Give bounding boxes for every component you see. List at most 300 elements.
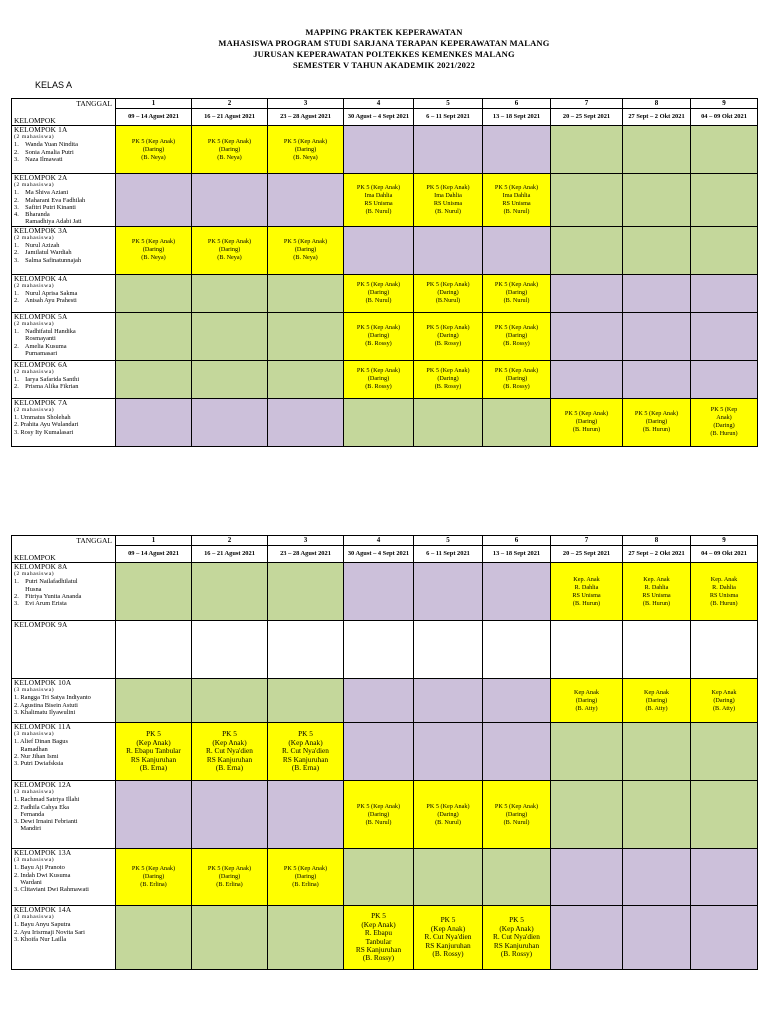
table-row: [12, 723, 758, 781]
schedule-text: PK 5 (Kep Anak): [356, 802, 401, 810]
group-cell: [12, 906, 116, 970]
schedule-cell: [116, 563, 192, 621]
schedule-text: (B. Nurul): [365, 207, 392, 215]
schedule-cell: [623, 226, 691, 274]
group-count: (2 mahasiswa): [14, 571, 55, 577]
schedule-cell: [551, 274, 623, 312]
schedule-text: (Daring): [645, 696, 668, 704]
group-cell: [12, 563, 116, 621]
schedule-text: R. Cut Nya'dien: [282, 746, 329, 756]
week-number: 8: [623, 536, 691, 546]
table-row: [12, 174, 758, 227]
schedule-text: (Daring): [713, 422, 735, 430]
schedule-cell: [414, 312, 483, 360]
schedule-cell: [483, 312, 551, 360]
schedule-cell: [268, 126, 344, 174]
group-member: 2. Fitriya Yunita Ananda: [14, 592, 82, 600]
week-number: 8: [623, 99, 691, 109]
kelompok-label: KELOMPOK: [14, 116, 56, 125]
schedule-text: PK 5 (Kep Anak): [283, 238, 328, 246]
schedule-cell: [691, 274, 758, 312]
group-member: 1. Ummatus Sholehah: [14, 414, 71, 422]
schedule-cell: [623, 621, 691, 679]
schedule-text: (B. Rossy): [432, 949, 464, 959]
schedule-text: (Daring): [367, 375, 390, 383]
schedule-cell: [623, 274, 691, 312]
schedule-cell: [691, 226, 758, 274]
schedule-text: PK 5 (Kep Anak): [283, 137, 328, 145]
week-number: 7: [551, 536, 623, 546]
schedule-cell: [483, 849, 551, 906]
schedule-cell: [344, 274, 414, 312]
group-member: 2. Jamilatul Wardiah: [14, 249, 72, 257]
schedule-text: R. Cut Nya'dien: [206, 746, 253, 756]
schedule-text: (B. Nurul): [435, 207, 461, 215]
group-member: 3. Khalimatu Ilyawulini: [14, 708, 76, 716]
schedule-cell: [268, 226, 344, 274]
schedule-text: (Daring): [713, 696, 735, 704]
table-row: [12, 312, 758, 360]
group-member: 2. Prahita Ayu Wulandari: [14, 421, 79, 429]
schedule-text: (Daring): [437, 375, 459, 383]
schedule-text: (B. Erna): [291, 763, 320, 773]
week-date: 04 – 09 Okt 2021: [691, 109, 758, 126]
group-member: 2. Maharani Eva Fadhilah: [14, 196, 86, 204]
schedule-cell: [192, 563, 268, 621]
kelompok-label: KELOMPOK: [14, 553, 56, 562]
group-member: 2. Nur Jihan Ismi: [14, 752, 59, 760]
group-count: (3 mahasiswa): [14, 914, 55, 920]
schedule-cell: [691, 563, 758, 621]
schedule-text: (B. Hurun): [710, 599, 738, 607]
schedule-text: PK 5 (Kep Anak): [283, 865, 328, 872]
schedule-cell: [268, 679, 344, 723]
week-number: 2: [192, 99, 268, 109]
schedule-cell: [551, 906, 623, 970]
group-cell: [12, 312, 116, 360]
schedule-cell: [414, 226, 483, 274]
schedule-cell: [623, 849, 691, 906]
schedule-text: Kep Anak: [644, 688, 669, 696]
group-member: 1. Ma Shiva Aziani: [14, 189, 69, 197]
schedule-cell: [414, 723, 483, 781]
table-row: [12, 226, 758, 274]
schedule-cell: [344, 849, 414, 906]
group-cell: [12, 398, 116, 446]
schedule-text: (Daring): [505, 810, 528, 818]
week-date: 16 – 21 Agust 2021: [192, 109, 268, 126]
group-member: Ramadhan: [14, 745, 48, 753]
group-member: 3. Clitaviani Dwi Rahmawati: [14, 886, 89, 894]
schedule-text: (B. Rossy): [365, 340, 392, 348]
week-number: 2: [192, 536, 268, 546]
schedule-cell: [116, 723, 192, 781]
schedule-text: (Daring): [367, 332, 390, 340]
schedule-cell: [551, 621, 623, 679]
schedule-text: (B. Erlina): [292, 881, 319, 888]
group-member: Husna: [14, 585, 42, 593]
schedule-text: Ima Dahlia: [434, 191, 462, 199]
group-member: 3. Naza Ilmawati: [14, 155, 63, 163]
schedule-text: (Daring): [367, 289, 390, 297]
schedule-text: PK 5 (Kep Anak): [426, 183, 470, 191]
schedule-text: PK 5 (Kep Anak): [131, 238, 176, 246]
group-member: 1. Wanda Yuan Nindita: [14, 141, 78, 149]
schedule-text: (Daring): [218, 246, 241, 254]
schedule-text: (B.Nurul): [435, 297, 461, 305]
schedule-text: (B. Hurun): [572, 599, 601, 607]
group-member: Fernanda: [14, 810, 45, 818]
schedule-cell: [414, 174, 483, 227]
schedule-cell: [116, 274, 192, 312]
schedule-cell: [344, 360, 414, 398]
schedule-text: (B. Neya): [141, 254, 166, 262]
schedule-cell: [268, 274, 344, 312]
schedule-cell: [268, 312, 344, 360]
schedule-text: (B. Atty): [645, 704, 668, 712]
group-name: KELOMPOK 9A: [14, 620, 68, 629]
group-name: KELOMPOK 11A: [14, 722, 72, 731]
week-number: 9: [691, 536, 758, 546]
schedule-cell: [551, 226, 623, 274]
group-name: KELOMPOK 7A: [14, 398, 68, 407]
group-member: 3. Rosy Ity Kumalasari: [14, 428, 74, 436]
schedule-text: Anak): [716, 414, 732, 422]
schedule-text: PK 5 (Kep: [710, 406, 738, 414]
schedule-text: Tanbular: [365, 936, 392, 946]
table-row: [12, 906, 758, 970]
schedule-text: (B. Atty): [713, 704, 735, 712]
schedule-text: (Daring): [645, 418, 668, 426]
group-member: 1. Nadhifatul Handika: [14, 328, 76, 336]
schedule-cell: [691, 398, 758, 446]
schedule-text: (Daring): [505, 375, 528, 383]
doc-title-line-1: MAPPING PRAKTEK KEPERAWATAN: [305, 27, 463, 37]
schedule-cell: [414, 563, 483, 621]
group-member: 2. Indah Dwi Kusuma: [14, 871, 71, 879]
schedule-text: Kep. Anak: [573, 575, 600, 583]
schedule-cell: [344, 621, 414, 679]
group-member: 1. Rangga Tri Satya Indiyanto: [14, 694, 91, 702]
schedule-cell: [268, 398, 344, 446]
schedule-text: (B. Erlina): [216, 881, 243, 888]
schedule-cell: [344, 906, 414, 970]
group-member: 3. Safitri Putri Kinanti: [14, 203, 76, 211]
schedule-cell: [192, 360, 268, 398]
schedule-cell: [483, 274, 551, 312]
schedule-text: (Daring): [437, 289, 459, 297]
group-member: 2. Prisma Alika Fikrian: [14, 383, 79, 391]
schedule-text: PK 5 (Kep Anak): [494, 367, 539, 375]
schedule-cell: [483, 781, 551, 849]
week-number: 1: [116, 536, 192, 546]
group-count: (3 mahasiswa): [14, 857, 55, 863]
schedule-cell: [414, 621, 483, 679]
week-number: 4: [344, 536, 414, 546]
schedule-cell: [551, 563, 623, 621]
group-member: 1. Iarya Safarida Santhi: [14, 376, 80, 384]
schedule-text: PK 5 (Kep Anak): [207, 865, 252, 872]
schedule-text: PK 5: [440, 915, 456, 925]
schedule-text: (Kep Anak): [136, 737, 171, 747]
schedule-cell: [116, 226, 192, 274]
week-date: 20 – 25 Sept 2021: [551, 546, 623, 563]
week-number: 5: [414, 536, 483, 546]
table-row: [12, 781, 758, 849]
group-member: 1. Nurul Azizah: [14, 242, 60, 250]
schedule-cell: [691, 126, 758, 174]
schedule-text: R. Cut Nya'dien: [493, 932, 540, 942]
schedule-cell: [192, 849, 268, 906]
group-member: Rosmayanti: [14, 335, 56, 343]
schedule-cell: [414, 126, 483, 174]
schedule-cell: [268, 906, 344, 970]
schedule-cell: [414, 398, 483, 446]
group-count: (3 mahasiswa): [14, 687, 55, 693]
schedule-cell: [483, 398, 551, 446]
schedule-cell: [192, 312, 268, 360]
schedule-cell: [192, 906, 268, 970]
schedule-text: (B. Neya): [141, 153, 166, 161]
schedule-cell: [192, 398, 268, 446]
schedule-cell: [623, 781, 691, 849]
doc-title-line-2: MAHASISWA PROGRAM STUDI SARJANA TERAPAN KEPERAWATAN MALANG: [218, 38, 550, 48]
schedule-text: PK 5 (Kep Anak): [494, 281, 539, 289]
group-count: (2 mahasiswa): [14, 320, 55, 327]
schedule-text: R. Cut Nya'dien: [424, 932, 472, 942]
schedule-cell: [414, 679, 483, 723]
group-name: KELOMPOK 1A: [14, 125, 68, 134]
schedule-text: PK 5 (Kep Anak): [426, 324, 470, 332]
week-date: 13 – 18 Sept 2021: [483, 546, 551, 563]
schedule-text: (Kep Anak): [430, 923, 466, 933]
schedule-cell: [691, 906, 758, 970]
schedule-text: PK 5 (Kep Anak): [426, 367, 470, 375]
week-number: 7: [551, 99, 623, 109]
schedule-text: (Daring): [294, 873, 317, 880]
tanggal-label: TANGGAL: [76, 99, 112, 108]
schedule-text: PK 5 (Kep Anak): [207, 137, 252, 145]
schedule-cell: [268, 723, 344, 781]
week-date: 23 – 28 Agust 2021: [268, 109, 344, 126]
schedule-text: (B. Nurul): [365, 297, 392, 305]
schedule-cell: [623, 174, 691, 227]
week-date: 09 – 14 Agust 2021: [116, 109, 192, 126]
table-row: [12, 360, 758, 398]
group-member: 3. Salma Safinatunnajah: [14, 256, 82, 264]
schedule-cell: [116, 906, 192, 970]
schedule-text: (B. Atty): [575, 704, 598, 712]
schedule-text: (B. Neya): [293, 254, 318, 262]
schedule-text: (B. Hurun): [642, 599, 671, 607]
schedule-cell: [691, 312, 758, 360]
schedule-cell: [192, 621, 268, 679]
group-member: 1. Bayu Aji Pranoto: [14, 864, 65, 872]
schedule-cell: [551, 360, 623, 398]
schedule-text: RS Unisma: [709, 591, 739, 599]
schedule-text: RS Kanjuruhan: [130, 754, 177, 764]
schedule-text: (B. Hurun): [642, 426, 671, 434]
schedule-cell: [691, 781, 758, 849]
schedule-text: R. Ebapu: [364, 928, 393, 938]
schedule-text: RS Unisma: [433, 199, 463, 207]
schedule-text: PK 5 (Kep Anak): [426, 802, 470, 810]
group-name: KELOMPOK 4A: [14, 274, 68, 283]
schedule-text: PK 5 (Kep Anak): [131, 865, 176, 872]
schedule-cell: [414, 906, 483, 970]
schedule-text: (Daring): [437, 332, 459, 340]
schedule-cell: [551, 723, 623, 781]
table-row: [12, 849, 758, 906]
group-count: (2 mahasiswa): [14, 134, 55, 140]
schedule-text: R. Dahlia: [574, 583, 599, 591]
schedule-cell: [116, 621, 192, 679]
schedule-cell: [691, 849, 758, 906]
group-name: KELOMPOK 12A: [14, 780, 72, 789]
week-number: 1: [116, 99, 192, 109]
schedule-text: R. Ebapu Tanbular: [126, 746, 181, 756]
schedule-text: Ima Dahlia: [502, 191, 531, 199]
schedule-text: (Daring): [505, 332, 528, 340]
schedule-cell: [623, 679, 691, 723]
group-name: KELOMPOK 13A: [14, 848, 72, 857]
week-date: 30 Agust – 4 Sept 2021: [344, 546, 414, 563]
schedule-cell: [551, 126, 623, 174]
week-date: 23 – 28 Agust 2021: [268, 546, 344, 563]
schedule-cell: [623, 906, 691, 970]
schedule-table-2: [11, 535, 758, 970]
group-count: (2 mahasiswa): [14, 282, 55, 289]
week-number: 4: [344, 99, 414, 109]
schedule-cell: [192, 174, 268, 227]
schedule-text: (Daring): [218, 873, 241, 880]
schedule-cell: [268, 781, 344, 849]
schedule-cell: [691, 723, 758, 781]
schedule-text: PK 5 (Kep Anak): [564, 410, 609, 418]
week-date: 6 – 11 Sept 2021: [414, 109, 483, 126]
schedule-cell: [483, 563, 551, 621]
schedule-text: (B. Hurun): [710, 430, 738, 438]
schedule-text: (B. Rossy): [365, 383, 392, 391]
schedule-text: PK 5 (Kep Anak): [494, 324, 539, 332]
schedule-cell: [116, 398, 192, 446]
schedule-cell: [268, 174, 344, 227]
table-row: [12, 621, 758, 679]
group-member: 1. Alief Dinan Bagus: [14, 738, 68, 746]
table-row: [12, 398, 758, 446]
group-member: Purnamasari: [14, 349, 58, 357]
tanggal-label: TANGGAL: [76, 536, 112, 545]
group-member: 2. Sonia Amalia Putri: [14, 148, 74, 156]
week-date: 27 Sept – 2 Okt 2021: [623, 546, 691, 563]
schedule-cell: [192, 679, 268, 723]
week-number: 3: [268, 99, 344, 109]
schedule-cell: [691, 679, 758, 723]
schedule-text: PK 5: [222, 729, 237, 739]
schedule-text: PK 5 (Kep Anak): [356, 281, 401, 289]
schedule-text: RS Kanjuruhan: [355, 944, 402, 954]
schedule-text: PK 5: [509, 915, 524, 925]
group-member: 4. Bharanda: [14, 211, 50, 219]
schedule-text: (Daring): [142, 145, 165, 153]
schedule-text: (B. Nurul): [503, 818, 530, 826]
schedule-cell: [192, 723, 268, 781]
group-count: (2 mahasiswa): [14, 406, 55, 413]
schedule-cell: [483, 174, 551, 227]
group-count: (2 mahasiswa): [14, 234, 55, 241]
week-date: 09 – 14 Agust 2021: [116, 546, 192, 563]
schedule-text: R. Dahlia: [712, 583, 736, 591]
schedule-text: PK 5 (Kep Anak): [634, 410, 679, 418]
schedule-cell: [344, 226, 414, 274]
schedule-cell: [483, 621, 551, 679]
week-date: 04 – 09 Okt 2021: [691, 546, 758, 563]
group-cell: [12, 226, 116, 274]
schedule-cell: [483, 226, 551, 274]
schedule-cell: [623, 398, 691, 446]
schedule-cell: [344, 563, 414, 621]
group-cell: [12, 621, 116, 679]
group-cell: [12, 679, 116, 723]
schedule-cell: [414, 849, 483, 906]
group-count: (3 mahasiswa): [14, 789, 55, 795]
schedule-text: (Kep Anak): [499, 923, 534, 933]
schedule-text: R. Dahlia: [644, 583, 669, 591]
group-count: (3 mahasiswa): [14, 731, 55, 737]
group-cell: [12, 849, 116, 906]
schedule-text: (Daring): [218, 145, 241, 153]
schedule-cell: [483, 723, 551, 781]
schedule-cell: [483, 360, 551, 398]
week-number: 6: [483, 536, 551, 546]
schedule-text: (B. Hurun): [572, 426, 601, 434]
group-member: Ramadhiya Adabi Jati: [14, 218, 82, 226]
group-member: 2. Ayu Irisrmaji Novita Sari: [14, 928, 85, 936]
schedule-text: PK 5: [298, 729, 313, 739]
schedule-text: RS Unisma: [502, 199, 531, 207]
schedule-text: (Daring): [142, 873, 165, 880]
schedule-cell: [483, 906, 551, 970]
schedule-cell: [551, 312, 623, 360]
group-cell: [12, 360, 116, 398]
schedule-text: PK 5: [371, 911, 386, 921]
group-member: 3. Khoifa Nur Lailla: [14, 935, 67, 943]
group-member: 1. Rachmad Satriya Illahi: [14, 796, 80, 804]
schedule-text: (B. Erna): [215, 763, 244, 773]
header-corner: [12, 99, 116, 126]
group-cell: [12, 174, 116, 227]
schedule-cell: [116, 360, 192, 398]
group-member: 2. Amelia Kusuma: [14, 342, 67, 350]
week-date: 6 – 11 Sept 2021: [414, 546, 483, 563]
schedule-text: (Kep Anak): [212, 737, 247, 747]
schedule-text: Kep Anak: [711, 688, 737, 696]
schedule-text: (Daring): [437, 810, 459, 818]
week-number: 6: [483, 99, 551, 109]
schedule-cell: [623, 563, 691, 621]
schedule-cell: [268, 360, 344, 398]
week-date: 13 – 18 Sept 2021: [483, 109, 551, 126]
group-member: 3. Evi Arum Erista: [14, 600, 67, 608]
doc-title-line-4: SEMESTER V TAHUN AKADEMIK 2021/2022: [292, 60, 476, 70]
group-member: 1. Putri Nailafadhilatul: [14, 578, 78, 586]
table-row: [12, 563, 758, 621]
table-row: [12, 126, 758, 174]
group-name: KELOMPOK 3A: [14, 226, 68, 235]
schedule-cell: [691, 360, 758, 398]
header-corner: [12, 536, 116, 563]
schedule-text: RS Kanjuruhan: [282, 754, 329, 764]
